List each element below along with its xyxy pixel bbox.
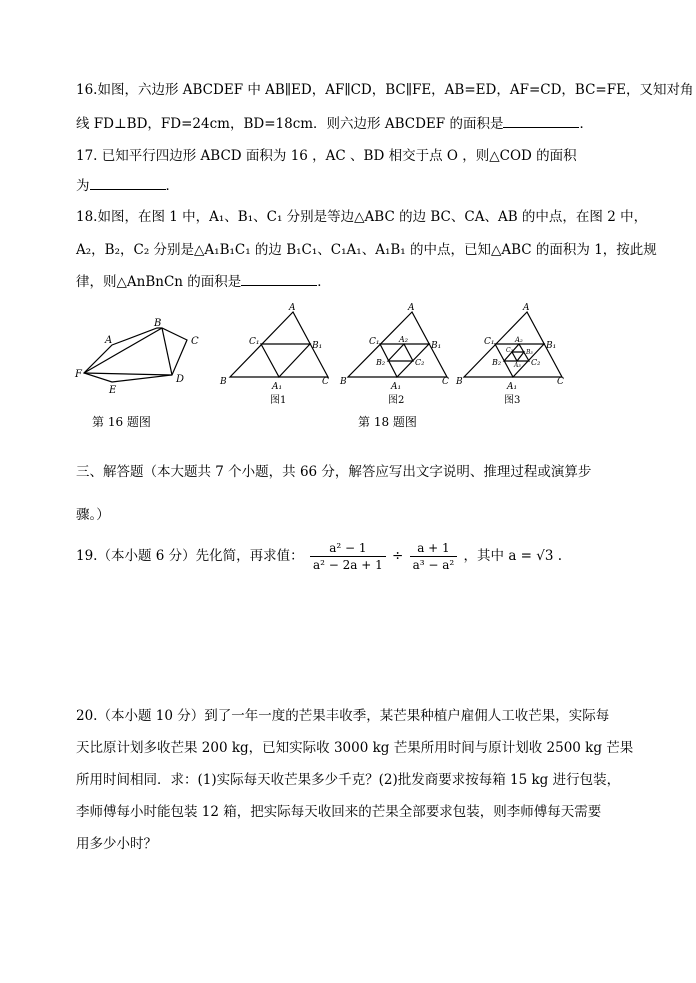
q16-line2	[76, 114, 593, 134]
q19-suffix: ，其中 a = √3 .	[463, 548, 563, 564]
q20-line3: 所用时间相同．求：(1)实际每天收芒果多少千克？(2)批发商要求按每箱 15 kg 进行包装，	[76, 772, 621, 788]
fig1-label-c1: C₁	[249, 337, 260, 347]
q17-line2-end: ．	[165, 178, 179, 194]
q17-line2-text: 为	[76, 178, 90, 194]
q16-line2-end: ．	[579, 116, 593, 132]
q20-line1: 20.（本小题 10 分）到了一年一度的芒果丰收季，某芒果种植户雇佣人工收芒果，实际每	[76, 708, 610, 724]
q17-answer-blank	[90, 177, 166, 190]
fig3-label-a2: A₂	[515, 336, 523, 344]
hex-label-f: F	[75, 369, 82, 380]
fig1-label-a: A	[289, 303, 296, 313]
q19-divide-sign: ÷	[392, 548, 404, 564]
hexagon-figure	[84, 328, 187, 382]
fig3-triangle-a3b3c3	[512, 352, 524, 361]
q17-line1: 17. 已知平行四边形 ABCD 面积为 16 ，AC 、BD 相交于点 O ，则△COD 的面积	[76, 148, 577, 164]
fig2-label-a: A	[408, 303, 415, 313]
fig2-label-b2: B₂	[376, 358, 386, 367]
q16-line1: 16.如图，六边形 ABCDEF 中 AB∥ED，AF∥CD，BC∥FE，AB=ED，AF=CD，BC=FE，又知对角	[76, 82, 694, 98]
q19-fraction2	[410, 540, 458, 573]
q16-line2-text: 线 FD⊥BD，FD=24cm，BD=18cm．则六边形 ABCDEF 的面积是	[76, 116, 504, 132]
fig3-label-c1: C₁	[484, 337, 495, 347]
fig2-label-b1: B₁	[431, 341, 442, 351]
fig2-label-a1: A₁	[391, 382, 402, 392]
q19-frac2-denominator: a³ − a²	[412, 558, 455, 572]
section3-heading-line2: 骤。）	[76, 507, 110, 523]
q16-answer-blank	[503, 115, 579, 128]
side-fd	[84, 373, 172, 375]
fig3-label-b: B	[456, 377, 463, 387]
hex-label-d: D	[176, 374, 185, 385]
fig3-label-a: A	[523, 303, 530, 313]
fig3-label-b3: B₃	[526, 349, 533, 356]
fig1-label-b: B	[220, 377, 227, 387]
fig1-label-b1: B₁	[312, 341, 323, 351]
q18-line1: 18.如图，在图 1 中，A₁、B₁、C₁ 分别是等边△ABC 的边 BC、CA、AB 的中点，在图 2 中，	[76, 209, 648, 225]
fig3-label-a3: A₃	[514, 362, 521, 369]
q18-line3-text: 律，则△AnBnCn 的面积是	[76, 274, 242, 290]
q18-line2: A₂，B₂，C₂ 分别是△A₁B₁C₁ 的边 B₁C₁、C₁A₁、A₁B₁ 的中点，已知△ABC 的面积为 1，按此规	[76, 242, 657, 258]
q19-frac2-numerator: a + 1	[410, 540, 458, 557]
caption-fig1: 图1	[270, 395, 287, 406]
q20-line4: 李师傅每小时能包装 12 箱，把实际每天收回来的芒果全部要求包装，则李师傅每天需要	[76, 804, 602, 820]
fig1-label-c: C	[322, 377, 329, 387]
q19-line	[76, 540, 562, 573]
fig3-label-b1: B₁	[546, 341, 557, 351]
hex-label-e: E	[109, 385, 117, 396]
q18-line3	[76, 272, 331, 292]
q19-fraction1	[310, 540, 386, 573]
fig1-label-a1: A₁	[272, 382, 283, 392]
fig2-label-c2: C₂	[415, 358, 425, 367]
section3-heading-line1: 三、解答题（本大题共 7 个小题，共 66 分，解答应写出文字说明、推理过程或演算步	[76, 464, 592, 480]
caption-q18-figure: 第 18 题图	[358, 415, 417, 429]
fig2-triangle-a2b2c2	[388, 344, 413, 361]
q18-answer-blank	[241, 273, 317, 286]
q19-frac1-numerator: a² − 1	[310, 540, 386, 557]
fig3-label-b2: B₂	[492, 358, 502, 367]
fig3-label-c: C	[557, 377, 564, 387]
fig2-label-c: C	[442, 377, 449, 387]
fig2-label-b: B	[340, 377, 347, 387]
q19-prefix: 19.（本小题 6 分）先化简，再求值：	[76, 548, 304, 564]
hex-label-c: C	[191, 336, 199, 347]
hex-label-a: A	[105, 335, 113, 346]
diagonal-fd	[84, 328, 162, 373]
fig1-triangle-a1b1c1	[261, 344, 310, 377]
q17-line2	[76, 176, 179, 196]
caption-fig3: 图3	[504, 395, 521, 406]
caption-q16-figure: 第 16 题图	[92, 415, 151, 429]
fig2-label-a2: A₂	[399, 335, 408, 344]
caption-fig2: 图2	[388, 395, 405, 406]
hex-label-b: B	[154, 318, 162, 329]
fig3-label-c2: C₂	[531, 358, 541, 367]
q18-line3-end: ．	[317, 274, 331, 290]
fig3-label-c3: C₃	[506, 347, 513, 354]
q20-line2: 天比原计划多收芒果 200 kg，已知实际收 3000 kg 芒果所用时间与原计划收 2500 kg 芒果	[76, 740, 634, 756]
fig3-label-a1: A₁	[507, 382, 518, 392]
diagonal-bd	[162, 328, 172, 375]
fig2-label-c1: C₁	[369, 337, 380, 347]
q20-line5: 用多少小时？	[76, 836, 157, 852]
q19-frac1-denominator: a² − 2a + 1	[312, 558, 383, 572]
